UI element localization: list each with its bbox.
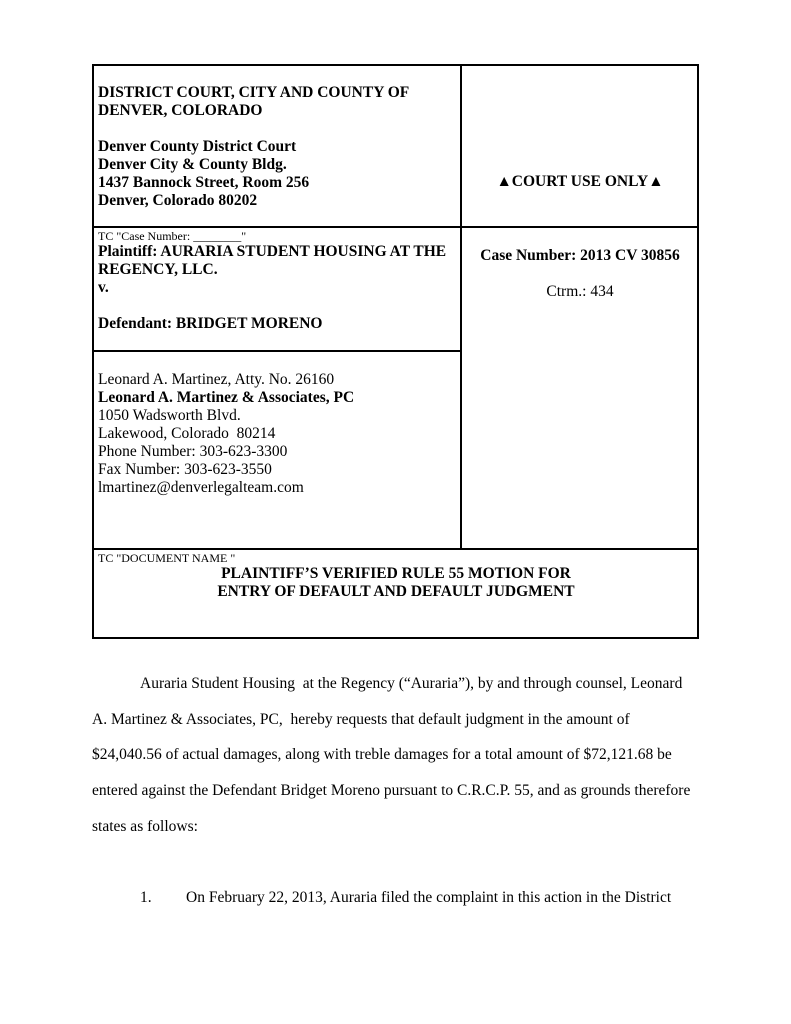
attorney-phone: Phone Number: 303-623-3300 [98, 443, 288, 460]
court-address-line3: 1437 Bannock Street, Room 256 [98, 174, 310, 191]
paragraph-number: 1. [140, 889, 152, 906]
attorney-street: 1050 Wadsworth Blvd. [98, 407, 241, 424]
plaintiff-line2: REGENCY, LLC. [98, 261, 218, 278]
attorney-fax: Fax Number: 303-623-3550 [98, 461, 272, 478]
intro-paragraph [92, 666, 702, 845]
attorney-firm: Leonard A. Martinez & Associates, PC [98, 389, 355, 406]
caption-vertical-divider [460, 64, 462, 550]
court-address-line4: Denver, Colorado 80202 [98, 192, 258, 209]
caption-divider-3 [92, 548, 699, 550]
attorney-email: lmartinez@denverlegalteam.com [98, 479, 304, 496]
court-use-only: ▲COURT USE ONLY▲ [496, 173, 664, 190]
court-address-line1: Denver County District Court [98, 138, 297, 155]
case-info [462, 247, 698, 301]
court-address-line2: Denver City & County Bldg. [98, 156, 287, 173]
intro-line3: $24,040.56 of actual damages, along with treble damages for a total amount of $72,121.68 be [92, 746, 672, 764]
intro-line1: Auraria Student Housing at the Regency (“Auraria”), by and through counsel, Leonard [140, 675, 683, 692]
attorney-city: Lakewood, Colorado 80214 [98, 425, 276, 442]
courtroom: Ctrm.: 434 [546, 283, 614, 300]
intro-line2: A. Martinez & Associates, PC, hereby requests that default judgment in the amount of [92, 710, 630, 728]
tc-document-name: TC "DOCUMENT NAME " [98, 551, 236, 565]
document-name-block [98, 551, 694, 601]
document-title-line1: PLAINTIFF’S VERIFIED RULE 55 MOTION FOR [221, 565, 571, 582]
caption-divider-1 [92, 226, 699, 228]
versus: v. [98, 279, 109, 296]
attorney-block [98, 371, 460, 497]
court-name-line1: DISTRICT COURT, CITY AND COUNTY OF [98, 84, 410, 101]
document-title-line2: ENTRY OF DEFAULT AND DEFAULT JUDGMENT [217, 583, 575, 600]
paragraph-text: On February 22, 2013, Auraria filed the complaint in this action in the District [186, 889, 672, 906]
court-block [98, 84, 458, 210]
attorney-name: Leonard A. Martinez, Atty. No. 26160 [98, 371, 335, 388]
caption-divider-2 [92, 350, 462, 352]
intro-line4: entered against the Defendant Bridget Moreno pursuant to C.R.C.P. 55, and as grounds therefore [92, 782, 691, 800]
intro-line5: states as follows: [92, 817, 198, 835]
parties-block [98, 229, 460, 333]
defendant: Defendant: BRIDGET MORENO [98, 315, 323, 332]
court-name-line2: DENVER, COLORADO [98, 102, 263, 119]
plaintiff-line1: Plaintiff: AURARIA STUDENT HOUSING AT THE [98, 243, 447, 260]
case-number: Case Number: 2013 CV 30856 [480, 247, 680, 264]
tc-case-number: TC "Case Number: ________" [98, 229, 247, 243]
